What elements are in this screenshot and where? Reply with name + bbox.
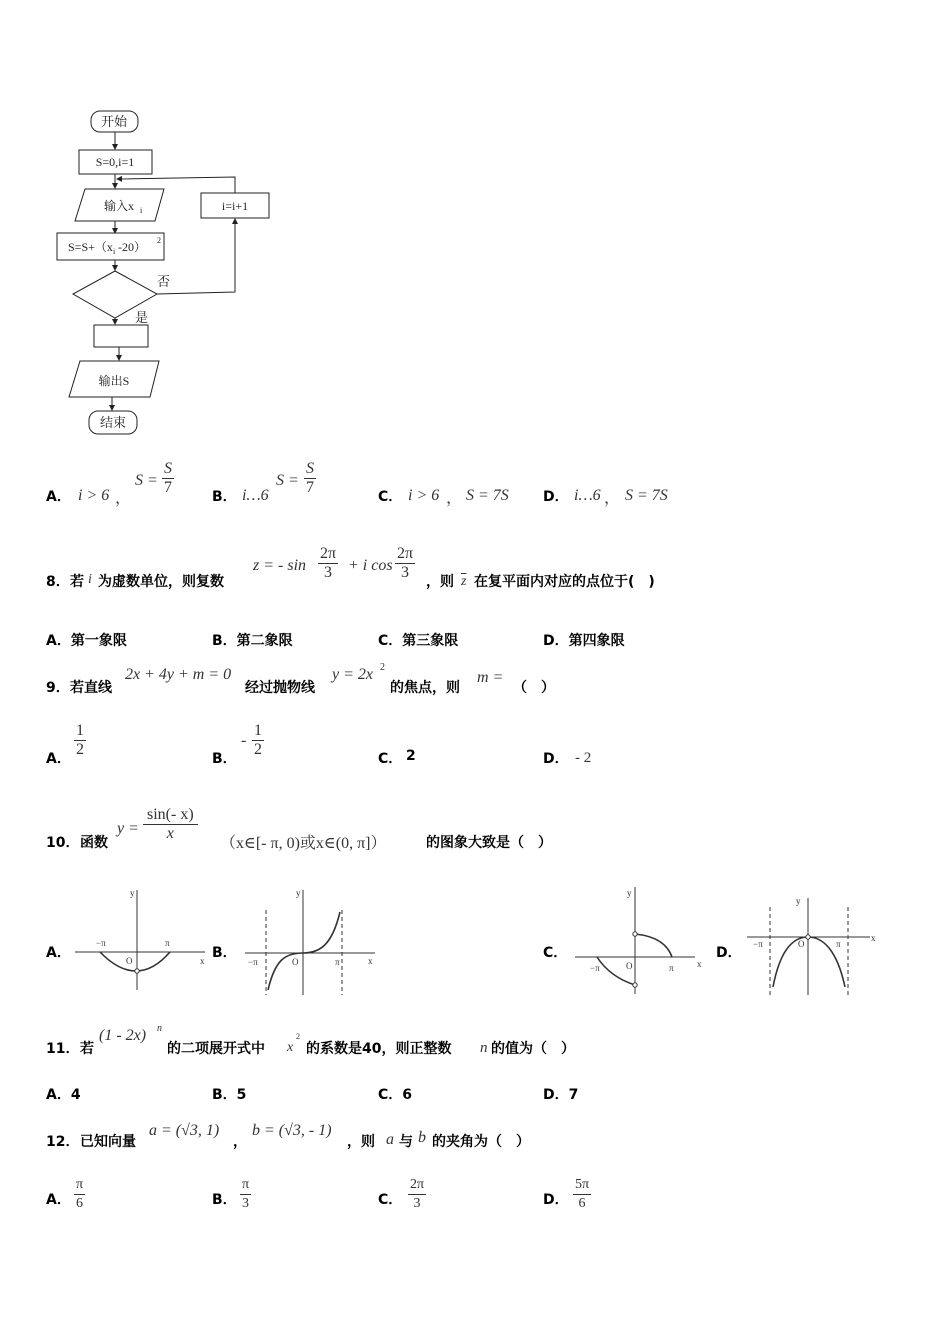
q12-option-c-frac bbox=[408, 1176, 426, 1213]
q12-option-d-den: 6 bbox=[578, 1196, 586, 1211]
svg-text:x: x bbox=[871, 933, 876, 943]
q10-graph-b[interactable] bbox=[240, 885, 380, 1000]
q11-text-1: 若 bbox=[80, 1041, 94, 1057]
svg-text:−π: −π bbox=[590, 963, 600, 973]
q11-text-4: 的值为（ ） bbox=[491, 1041, 575, 1057]
q9-text-3: 的焦点，则 bbox=[390, 680, 460, 696]
flow-init-text: S=0,i=1 bbox=[95, 155, 135, 169]
svg-text:O: O bbox=[798, 939, 805, 949]
q8-num-1: 2π bbox=[320, 545, 337, 562]
q10-graph-c[interactable] bbox=[565, 882, 710, 997]
q12-option-b-letter[interactable]: B． bbox=[212, 1192, 237, 1208]
q8-num-2: 2π bbox=[397, 545, 414, 562]
svg-text:−π: −π bbox=[753, 939, 763, 949]
q8-den-1: 3 bbox=[324, 564, 333, 581]
q12-option-b-num: π bbox=[240, 1176, 251, 1195]
q9-option-a-num: 1 bbox=[76, 722, 84, 739]
q8-plus: + i cos bbox=[348, 557, 393, 574]
q11-number: 11． bbox=[46, 1041, 80, 1057]
q8-frac-1 bbox=[318, 545, 338, 582]
q8-text-4: 在复平面内对应的点位于( ) bbox=[474, 574, 655, 590]
flow-increment-text: i=i+1 bbox=[221, 199, 249, 213]
q8-text-1: 若 bbox=[70, 574, 84, 590]
svg-text:O: O bbox=[126, 956, 133, 966]
q11-option-c[interactable]: C．6 bbox=[378, 1087, 413, 1103]
q9-option-b-frac bbox=[252, 722, 264, 759]
q10-graph-a[interactable] bbox=[70, 885, 210, 995]
flow-end-text: 结束 bbox=[99, 415, 127, 430]
svg-text:y: y bbox=[296, 888, 301, 898]
q10-den: x bbox=[166, 825, 174, 842]
q7-option-a-num: S bbox=[164, 460, 172, 477]
svg-text:x: x bbox=[200, 956, 205, 966]
q9-option-d-letter[interactable]: D． bbox=[543, 751, 569, 767]
q10-frac bbox=[143, 806, 198, 843]
q8-option-a[interactable]: A．第一象限 bbox=[46, 633, 127, 649]
q7-option-b-letter[interactable]: B． bbox=[212, 489, 237, 505]
q9-parabola: y = 2x bbox=[332, 666, 373, 683]
q8-number: 8． bbox=[46, 574, 70, 590]
flow-no-label: 否 bbox=[157, 274, 171, 289]
svg-text:π: π bbox=[165, 938, 170, 948]
q9-option-c-text: 2 bbox=[406, 748, 416, 764]
q12-text-1: 已知向量 bbox=[80, 1134, 136, 1150]
q10-graph-d[interactable] bbox=[745, 895, 885, 1000]
q9-line: 2x + 4y + m = 0 bbox=[125, 666, 232, 683]
q11-option-b[interactable]: B．5 bbox=[212, 1087, 247, 1103]
q10-option-d-letter[interactable]: D． bbox=[716, 945, 742, 961]
q8-z-eq: z = - sin bbox=[253, 557, 307, 574]
q9-number: 9． bbox=[46, 680, 70, 696]
q8-option-c[interactable]: C．第三象限 bbox=[378, 633, 459, 649]
q12-option-c-letter[interactable]: C． bbox=[378, 1192, 403, 1208]
q10-y: y = bbox=[117, 820, 139, 837]
q7-option-a-assign: S = bbox=[135, 472, 158, 489]
q12-option-c-den: 3 bbox=[413, 1196, 421, 1211]
q7-option-a-cond: i > 6 bbox=[78, 487, 110, 504]
q10-option-a-letter[interactable]: A． bbox=[46, 945, 71, 961]
svg-text:O: O bbox=[626, 961, 633, 971]
q9-text-2: 经过抛物线 bbox=[245, 680, 315, 696]
q9-option-d-text: - 2 bbox=[575, 750, 592, 766]
svg-text:y: y bbox=[130, 888, 135, 898]
q12-option-d-num: 5π bbox=[573, 1176, 591, 1195]
q11-expr: (1 - 2x) bbox=[99, 1027, 147, 1044]
q10-domain: （x∈[- π, 0)或x∈(0, π]） bbox=[220, 835, 387, 852]
q12-option-b-frac bbox=[240, 1176, 251, 1213]
q12-option-d-frac bbox=[573, 1176, 591, 1213]
q8-zbar: $\overline{z}$ bbox=[461, 574, 467, 589]
q7-option-d-cond: i…6 bbox=[574, 487, 601, 504]
q9-text-1: 若直线 bbox=[70, 680, 112, 696]
q7-option-b-assign: S = bbox=[276, 472, 299, 489]
q12-option-a-letter[interactable]: A． bbox=[46, 1192, 71, 1208]
q12-option-c-num: 2π bbox=[408, 1176, 426, 1195]
q12-vector-b: b = (√3, - 1) bbox=[252, 1122, 332, 1139]
q12-comma: ， bbox=[233, 1134, 247, 1150]
q12-option-b-den: 3 bbox=[242, 1196, 250, 1211]
q7-option-a-den: 7 bbox=[164, 479, 172, 496]
q7-option-a-letter[interactable]: A． bbox=[46, 489, 71, 505]
svg-text:π: π bbox=[669, 963, 674, 973]
q12-vector-a: a = (√3, 1) bbox=[149, 1122, 220, 1139]
svg-text:π: π bbox=[335, 957, 340, 967]
q12-text-4: 的夹角为（ ） bbox=[432, 1134, 530, 1150]
q12-option-a-den: 6 bbox=[76, 1196, 84, 1211]
flow-input-text: 输入x bbox=[104, 199, 135, 213]
svg-text:y: y bbox=[796, 896, 801, 906]
flowchart bbox=[0, 0, 300, 450]
q7-option-b-num: S bbox=[306, 460, 314, 477]
q9-option-b-letter[interactable]: B． bbox=[212, 751, 237, 767]
q7-option-c-sep: ， bbox=[446, 490, 463, 507]
q7-option-d-sep: ， bbox=[604, 490, 621, 507]
flow-start-text: 开始 bbox=[100, 114, 128, 129]
q7-option-d-letter[interactable]: D． bbox=[543, 489, 569, 505]
q10-text-1: 函数 bbox=[80, 835, 108, 851]
q12-text-3: 与 bbox=[399, 1134, 413, 1150]
q12-option-a-num: π bbox=[74, 1176, 85, 1195]
q8-frac-2 bbox=[395, 545, 415, 582]
svg-text:x: x bbox=[368, 956, 373, 966]
q10-num: sin(- x) bbox=[143, 806, 198, 825]
flow-update-sub: i bbox=[113, 247, 116, 256]
q9-option-a-letter[interactable]: A． bbox=[46, 751, 71, 767]
q12-text-2: ，则 bbox=[347, 1134, 375, 1150]
q11-x-sup: 2 bbox=[296, 1032, 300, 1041]
q9-m: m = bbox=[477, 669, 504, 686]
q10-option-c-letter[interactable]: C． bbox=[543, 945, 568, 961]
svg-text:y: y bbox=[627, 888, 632, 898]
q9-option-c-letter[interactable]: C． bbox=[378, 751, 403, 767]
flow-update-text: S=S+（x bbox=[68, 240, 113, 254]
q12-option-d-letter[interactable]: D． bbox=[543, 1192, 569, 1208]
q7-option-c-assign: S = 7S bbox=[466, 487, 509, 504]
q7-option-b-cond: i…6 bbox=[242, 487, 269, 504]
q7-option-a-frac bbox=[162, 460, 174, 497]
flow-input-sub: i bbox=[140, 206, 143, 215]
q12-a: a bbox=[386, 1131, 394, 1148]
q9-text-4: （ ） bbox=[513, 680, 555, 696]
q7-option-d-assign: S = 7S bbox=[625, 487, 668, 504]
q12-b: b bbox=[418, 1129, 426, 1146]
svg-text:π: π bbox=[836, 939, 841, 949]
flow-update-sup: 2 bbox=[157, 236, 161, 245]
q11-text-2: 的二项展开式中 bbox=[167, 1041, 265, 1057]
q12-option-a-frac bbox=[74, 1176, 85, 1213]
q7-option-b-den: 7 bbox=[306, 479, 314, 496]
q10-text-2: 的图象大致是（ ） bbox=[426, 835, 552, 851]
q8-option-d[interactable]: D．第四象限 bbox=[543, 633, 625, 649]
q7-option-c-cond: i > 6 bbox=[408, 487, 440, 504]
flow-blank-box bbox=[94, 325, 148, 347]
q7-option-a-sep: ， bbox=[115, 490, 132, 507]
svg-text:−π: −π bbox=[96, 938, 106, 948]
q8-i: i bbox=[88, 572, 92, 587]
q9-option-b-sign: - bbox=[241, 732, 247, 749]
q7-option-c-letter[interactable]: C． bbox=[378, 489, 403, 505]
svg-text:x: x bbox=[697, 959, 702, 969]
q7-option-b-frac bbox=[304, 460, 316, 497]
q10-option-b-letter[interactable]: B． bbox=[212, 945, 237, 961]
q12-number: 12． bbox=[46, 1134, 80, 1150]
q11-option-d[interactable]: D．7 bbox=[543, 1087, 579, 1103]
svg-text:O: O bbox=[292, 957, 299, 967]
q10-number: 10． bbox=[46, 835, 80, 851]
q8-den-2: 3 bbox=[401, 564, 410, 581]
q9-option-a-frac bbox=[74, 722, 86, 759]
q9-option-b-num: 1 bbox=[254, 722, 262, 739]
svg-text:−π: −π bbox=[248, 957, 258, 967]
q11-expr-sup: n bbox=[157, 1023, 162, 1034]
q11-x: x bbox=[287, 1040, 294, 1055]
q9-option-b-den: 2 bbox=[254, 741, 262, 758]
flow-update-tail: -20） bbox=[118, 240, 146, 254]
flow-output-text: 输出S bbox=[98, 374, 130, 388]
q8-text-3: ，则 bbox=[426, 574, 454, 590]
q8-option-b[interactable]: B．第二象限 bbox=[212, 633, 293, 649]
flow-yes-label: 是 bbox=[135, 310, 149, 325]
q9-option-a-den: 2 bbox=[76, 741, 84, 758]
q8-text-2: 为虚数单位，则复数 bbox=[98, 574, 224, 590]
q11-text-3: 的系数是40，则正整数 bbox=[306, 1041, 452, 1057]
q9-parabola-sup: 2 bbox=[380, 662, 385, 673]
q11-n: n bbox=[480, 1040, 488, 1056]
q11-option-a[interactable]: A．4 bbox=[46, 1087, 81, 1103]
